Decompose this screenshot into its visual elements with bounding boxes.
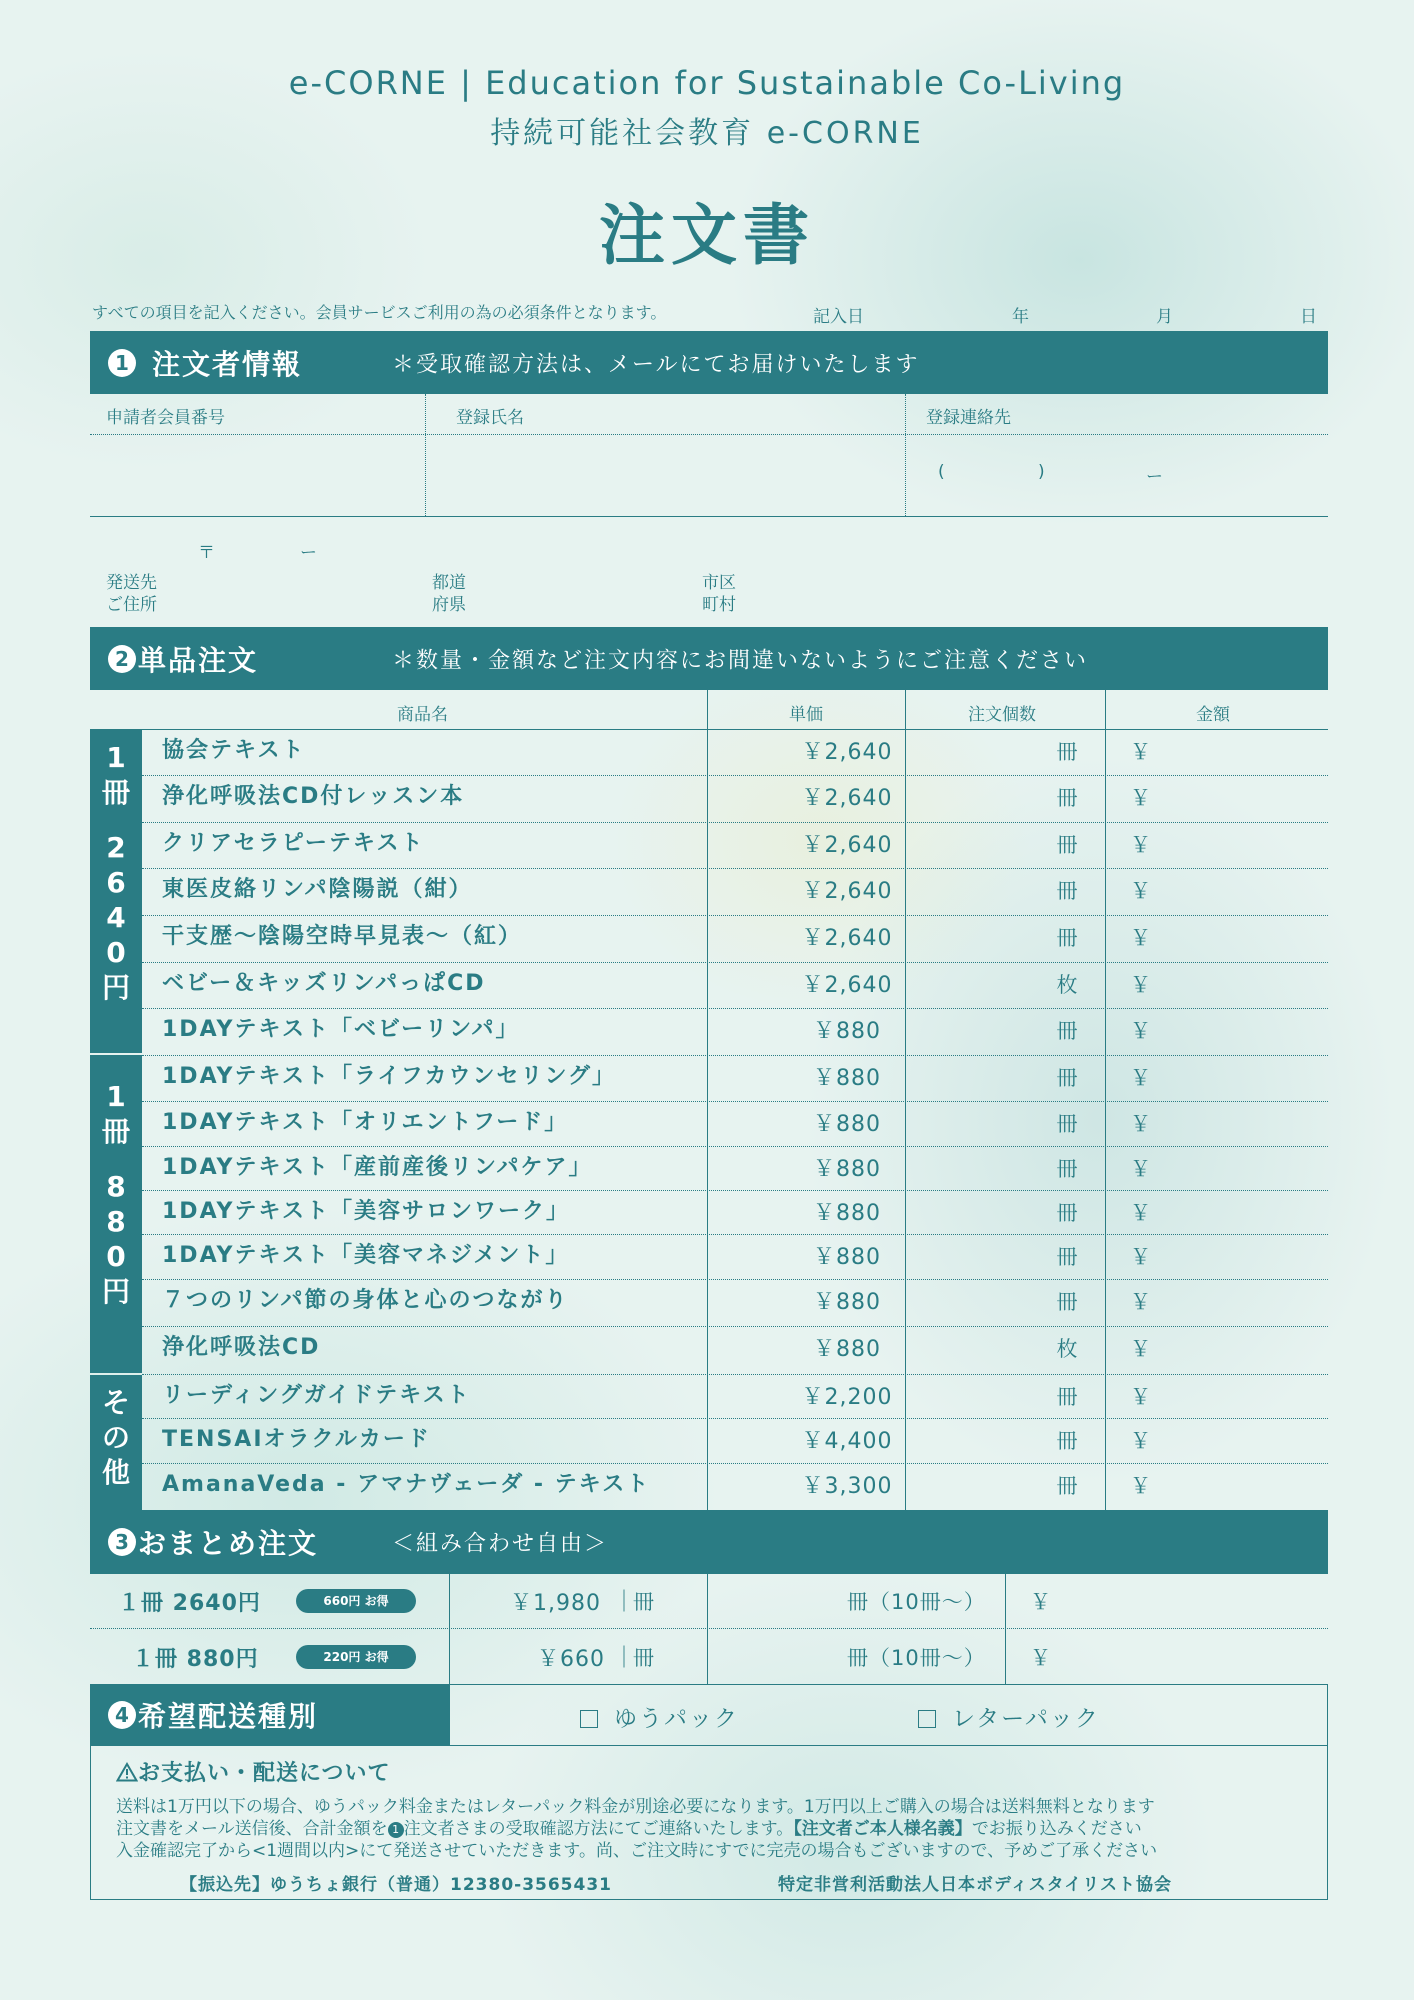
- bulk-qty-input-2640[interactable]: [730, 1578, 1000, 1624]
- item-price: ￥2,640: [801, 833, 893, 858]
- item-price: ￥880: [813, 1245, 881, 1270]
- col-qty-header: 注文個数: [968, 705, 1036, 725]
- group-880-label: 1 冊 8 8 0 円: [90, 1055, 142, 1373]
- item-row: [142, 1008, 1328, 1055]
- header-brand-en: e-CORNE | Education for Sustainable Co-Living: [288, 64, 1126, 102]
- date-year[interactable]: 年: [1012, 307, 1029, 327]
- section1-note: ＊受取確認方法は、メールにてお届けいたします: [392, 352, 920, 377]
- city-label: 市区 町村: [702, 573, 736, 615]
- item-row: [142, 729, 1328, 775]
- item-row: [142, 1146, 1328, 1190]
- postal-dash: ー: [300, 543, 317, 563]
- section4-number: 4: [108, 1701, 136, 1729]
- ship-address-label: 発送先 ご住所: [106, 573, 157, 615]
- section3-number: 3: [108, 1528, 136, 1556]
- section2-header: [90, 627, 1328, 690]
- item-qty-input[interactable]: [907, 1192, 1103, 1232]
- item-qty-input[interactable]: [907, 1236, 1103, 1276]
- item-yen: ￥: [1130, 1245, 1151, 1269]
- item-row: [142, 915, 1328, 962]
- item-unit: 冊: [1056, 879, 1078, 903]
- date-label: 記入日: [813, 307, 864, 327]
- group-2640-label: 1 冊 2 6 4 0 円: [90, 729, 142, 1053]
- date-month[interactable]: 月: [1156, 307, 1173, 327]
- item-row: [142, 1463, 1328, 1510]
- instruction-text: すべての項目を記入ください。会員サービスご利用の為の必須条件となります。: [92, 303, 667, 322]
- item-price: ￥880: [813, 1290, 881, 1315]
- item-yen: ￥: [1130, 1290, 1151, 1314]
- bulk-qty-input-880[interactable]: [730, 1634, 1000, 1680]
- item-amount-input[interactable]: [1107, 1465, 1327, 1505]
- section2-title: 単品注文: [138, 643, 259, 677]
- item-name: 1DAYテキスト「オリエントフード」: [162, 1110, 569, 1135]
- item-yen: ￥: [1130, 1157, 1151, 1181]
- item-price: ￥880: [813, 1019, 881, 1044]
- item-row: [142, 1279, 1328, 1326]
- item-row: [142, 1326, 1328, 1374]
- item-unit: 冊: [1056, 1157, 1078, 1181]
- bulk-discount-badge: 220円 お得: [296, 1645, 416, 1669]
- prefecture-label: 都道 府県: [432, 573, 466, 615]
- item-unit: 冊: [1056, 833, 1078, 857]
- bulk-row-880: １冊 880円 220円 お得 ￥660 ｜ 冊 冊（10冊〜） ￥: [90, 1630, 1328, 1684]
- item-amount-input[interactable]: [1107, 964, 1327, 1004]
- item-name: 1DAYテキスト「ライフカウンセリング」: [162, 1064, 617, 1089]
- item-name: 協会テキスト: [162, 738, 306, 763]
- item-unit: 冊: [1056, 1066, 1078, 1090]
- warning-icon: [116, 1762, 138, 1782]
- item-name: 1DAYテキスト「産前産後リンパケア」: [162, 1155, 593, 1180]
- item-amount-input[interactable]: [1107, 1328, 1327, 1368]
- registered-contact-field[interactable]: ( ) ー: [938, 462, 1163, 487]
- item-unit: 枚: [1056, 1337, 1078, 1361]
- item-row: [142, 775, 1328, 822]
- item-name: 浄化呼吸法CD: [162, 1335, 321, 1360]
- postal-code-field[interactable]: [230, 530, 530, 562]
- page-title: 注文書: [599, 197, 815, 274]
- item-yen: ￥: [1130, 1385, 1151, 1409]
- item-price: ￥880: [813, 1066, 881, 1091]
- item-qty-input[interactable]: [907, 1465, 1103, 1505]
- item-unit: 冊: [1056, 786, 1078, 810]
- item-row: [142, 1055, 1328, 1101]
- header-brand-jp: 持続可能社会教育 e-CORNE: [490, 116, 924, 151]
- item-yen: ￥: [1130, 879, 1151, 903]
- bank-account: 【振込先】ゆうちょ銀行（普通）12380-3565431: [180, 1875, 612, 1895]
- item-price: ￥880: [813, 1337, 881, 1362]
- item-price: ￥2,640: [801, 926, 893, 951]
- item-amount-input[interactable]: [1107, 824, 1327, 864]
- item-name: 1DAYテキスト「ベビーリンパ」: [162, 1017, 520, 1042]
- item-qty-input[interactable]: [907, 870, 1103, 910]
- item-qty-input[interactable]: [907, 1376, 1103, 1416]
- section3-note: ＜組み合わせ自由＞: [392, 1531, 609, 1557]
- item-row: [142, 962, 1328, 1008]
- date-day[interactable]: 日: [1300, 307, 1317, 327]
- item-name: ベビー＆キッズリンパっぱCD: [162, 971, 486, 996]
- item-unit: 冊: [1056, 1201, 1078, 1225]
- col-price-header: 単価: [789, 705, 823, 725]
- item-price: ￥2,200: [801, 1385, 893, 1410]
- yupack-checkbox[interactable]: ゆうパック: [580, 1700, 739, 1733]
- item-name: リーディングガイドテキスト: [162, 1383, 471, 1408]
- member-number-label: 申請者会員番号: [106, 408, 225, 428]
- item-amount-input[interactable]: [1107, 1376, 1327, 1416]
- payment-note-3: 入金確認完了から<1週間以内>にて発送させていただきます。尚、ご注文時にすでに完売の場合もございますので、予めご了承ください: [116, 1841, 1158, 1861]
- item-price: ￥4,400: [801, 1429, 893, 1454]
- item-name: ７つのリンパ節の身体と心のつながり: [162, 1288, 569, 1313]
- item-name: TENSAIオラクルカード: [162, 1427, 431, 1452]
- payment-title: お支払い・配送について: [116, 1756, 391, 1787]
- item-row: [142, 1374, 1328, 1418]
- section3-header: [90, 1510, 1328, 1574]
- item-yen: ￥: [1130, 1337, 1151, 1361]
- item-unit: 冊: [1056, 1245, 1078, 1269]
- bulk-row-2640: １冊 2640円 660円 お得 ￥1,980 ｜ 冊 冊（10冊〜） ￥: [90, 1574, 1328, 1628]
- col-product-header: 商品名: [397, 705, 448, 725]
- item-amount-input[interactable]: [1107, 917, 1327, 957]
- letterpack-checkbox[interactable]: レターパック: [918, 1700, 1100, 1733]
- item-unit: 冊: [1056, 1429, 1078, 1453]
- item-yen: ￥: [1130, 1201, 1151, 1225]
- item-name: 1DAYテキスト「美容マネジメント」: [162, 1243, 570, 1268]
- item-unit: 冊: [1056, 740, 1078, 764]
- item-qty-input[interactable]: [907, 777, 1103, 817]
- item-yen: ￥: [1130, 1474, 1151, 1498]
- section1-title: 注文者情報: [152, 347, 303, 381]
- section4-title: 希望配送種別: [138, 1700, 319, 1733]
- item-yen: ￥: [1130, 833, 1151, 857]
- item-qty-input[interactable]: [907, 964, 1103, 1004]
- item-amount-input[interactable]: [1107, 1010, 1327, 1050]
- item-row: [142, 1418, 1328, 1463]
- item-qty-input[interactable]: [907, 824, 1103, 864]
- payment-note-2: 注文書をメール送信後、合計金額を 1 注文者さまの受取確認方法にてご連絡いたします。【注文者ご本人様名義】でお振り込みください: [116, 1819, 1142, 1839]
- item-unit: 枚: [1056, 973, 1078, 997]
- item-price: ￥880: [813, 1112, 881, 1137]
- item-name: 浄化呼吸法CD付レッスン本: [162, 784, 465, 809]
- item-unit: 冊: [1056, 1019, 1078, 1043]
- bulk-discount-badge: 660円 お得: [296, 1589, 416, 1613]
- item-yen: ￥: [1130, 740, 1151, 764]
- item-qty-input[interactable]: [907, 917, 1103, 957]
- item-qty-input[interactable]: [907, 1057, 1103, 1097]
- item-yen: ￥: [1130, 1429, 1151, 1453]
- item-name: クリアセラピーテキスト: [162, 831, 425, 856]
- item-unit: 冊: [1056, 1112, 1078, 1136]
- item-unit: 冊: [1056, 926, 1078, 950]
- postal-mark: 〒: [198, 543, 215, 563]
- address-field[interactable]: [160, 568, 1320, 620]
- item-amount-input[interactable]: [1107, 1192, 1327, 1232]
- item-row: [142, 1234, 1328, 1279]
- checkbox-icon: [580, 1710, 598, 1728]
- section3-title: おまとめ注文: [138, 1527, 319, 1560]
- item-qty-input[interactable]: [907, 731, 1103, 771]
- item-amount-input[interactable]: [1107, 1148, 1327, 1188]
- section1-header: [90, 331, 1328, 394]
- section2-note: ＊数量・金額など注文内容にお間違いないようにご注意ください: [392, 648, 1089, 673]
- item-price: ￥2,640: [801, 740, 893, 765]
- section4-header: [90, 1684, 450, 1746]
- item-unit: 冊: [1056, 1474, 1078, 1498]
- item-price: ￥2,640: [801, 786, 893, 811]
- item-yen: ￥: [1130, 973, 1151, 997]
- checkbox-icon: [918, 1710, 936, 1728]
- item-price: ￥2,640: [801, 879, 893, 904]
- item-amount-input[interactable]: [1107, 731, 1327, 771]
- item-yen: ￥: [1130, 1066, 1151, 1090]
- member-number-field[interactable]: [90, 434, 425, 516]
- item-row: [142, 1190, 1328, 1234]
- item-price: ￥2,640: [801, 973, 893, 998]
- item-row: [142, 822, 1328, 868]
- item-unit: 冊: [1056, 1385, 1078, 1409]
- item-qty-input[interactable]: [907, 1148, 1103, 1188]
- item-qty-input[interactable]: [907, 1420, 1103, 1460]
- registered-contact-label: 登録連絡先: [926, 408, 1011, 428]
- item-amount-input[interactable]: [1107, 870, 1327, 910]
- item-qty-input[interactable]: [907, 1281, 1103, 1321]
- item-amount-input[interactable]: [1107, 1057, 1327, 1097]
- item-amount-input[interactable]: [1107, 1103, 1327, 1143]
- item-amount-input[interactable]: [1107, 1236, 1327, 1276]
- item-price: ￥880: [813, 1157, 881, 1182]
- item-name: AmanaVeda - アマナヴェーダ - テキスト: [162, 1472, 651, 1497]
- item-yen: ￥: [1130, 1019, 1151, 1043]
- item-unit: 冊: [1056, 1290, 1078, 1314]
- group-other-label: そ の 他: [90, 1375, 142, 1510]
- item-name: 1DAYテキスト「美容サロンワーク」: [162, 1199, 570, 1224]
- item-qty-input[interactable]: [907, 1010, 1103, 1050]
- item-qty-input[interactable]: [907, 1103, 1103, 1143]
- item-row: [142, 868, 1328, 915]
- section1-number: 1: [108, 349, 136, 377]
- payment-note-1: 送料は1万円以下の場合、ゆうパック料金またはレターパック料金が別途必要になります。1万円以上ご購入の場合は送料無料となります: [116, 1797, 1155, 1817]
- item-amount-input[interactable]: [1107, 1420, 1327, 1460]
- registered-name-label: 登録氏名: [456, 408, 524, 428]
- section2-number: 2: [108, 645, 136, 673]
- registered-name-field[interactable]: [426, 434, 904, 516]
- item-yen: ￥: [1130, 786, 1151, 810]
- item-amount-input[interactable]: [1107, 777, 1327, 817]
- organization-name: 特定非営利活動法人日本ボディスタイリスト協会: [778, 1875, 1172, 1895]
- item-amount-input[interactable]: [1107, 1281, 1327, 1321]
- item-qty-input[interactable]: [907, 1328, 1103, 1368]
- item-name: 干支歴〜陰陽空時早見表〜（紅）: [162, 924, 523, 949]
- item-row: [142, 1101, 1328, 1146]
- item-yen: ￥: [1130, 926, 1151, 950]
- item-name: 東医皮絡リンパ陰陽説（紺）: [162, 877, 473, 902]
- item-price: ￥880: [813, 1201, 881, 1226]
- item-yen: ￥: [1130, 1112, 1151, 1136]
- item-price: ￥3,300: [801, 1474, 893, 1499]
- col-amount-header: 金額: [1196, 705, 1230, 725]
